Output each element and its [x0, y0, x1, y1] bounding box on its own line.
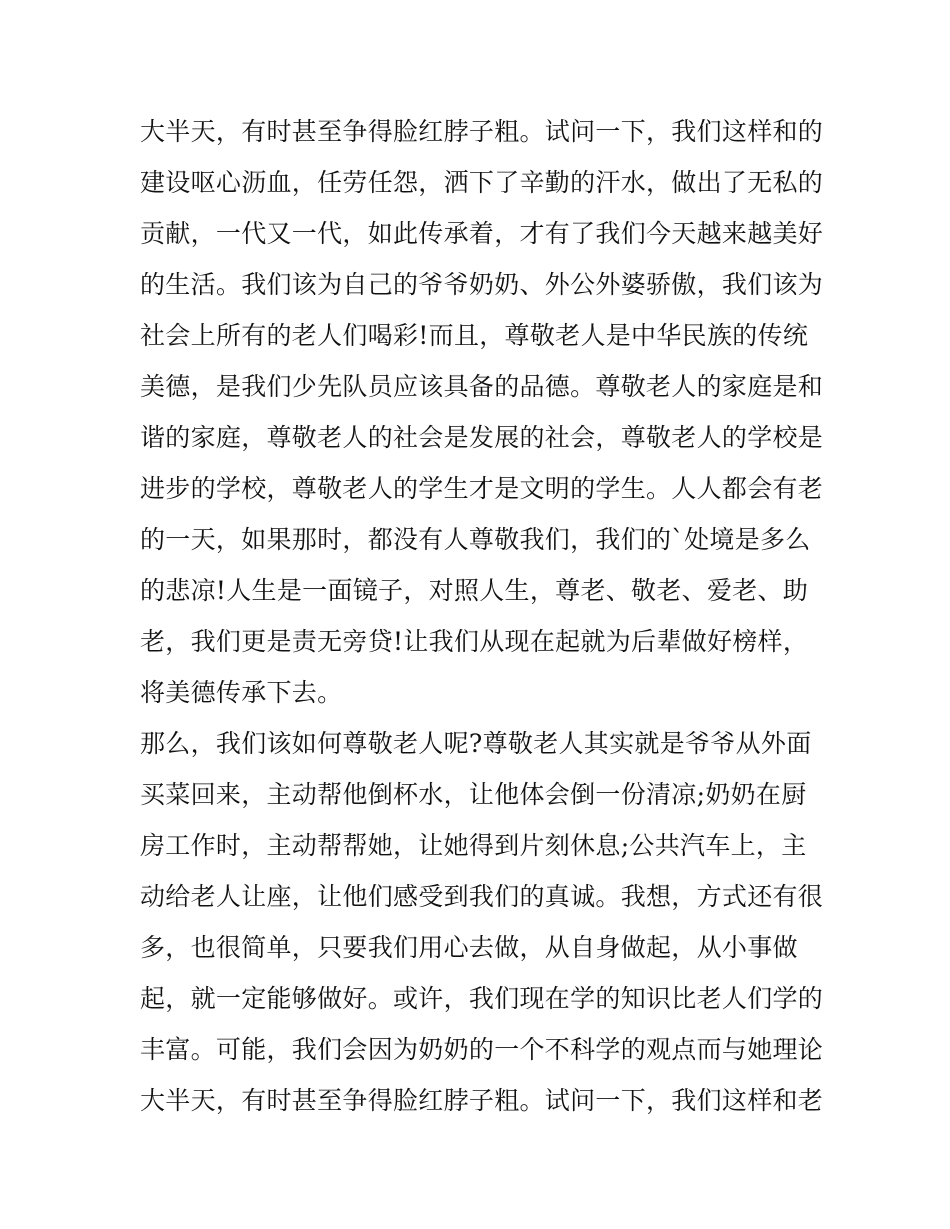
text-line: 买菜回来，主动帮他倒杯水，让他体会倒一份清凉;奶奶在厨 — [140, 780, 807, 809]
text-line: 的一天，如果那时，都没有人尊敬我们，我们的`处境是多么 — [140, 525, 811, 554]
text-line: 谐的家庭，尊敬老人的社会是发展的社会，尊敬老人的学校是 — [140, 423, 824, 452]
text-line: 那么，我们该如何尊敬老人呢?尊敬老人其实就是爷爷从外面 — [140, 729, 812, 758]
text-line: 丰富。可能，我们会因为奶奶的一个不科学的观点而与她理论 — [140, 1035, 824, 1064]
text-line: 大半天，有时甚至争得脸红脖子粗。试问一下，我们这样和老 — [140, 1086, 824, 1115]
text-line: 美德，是我们少先队员应该具备的品德。尊敬老人的家庭是和 — [140, 372, 824, 401]
text-line: 大半天，有时甚至争得脸红脖子粗。试问一下，我们这样和的 — [140, 117, 824, 146]
text-line: 的生活。我们该为自己的爷爷奶奶、外公外婆骄傲，我们该为 — [140, 270, 824, 299]
text-line: 老，我们更是责无旁贷!让我们从现在起就为后辈做好榜样， — [140, 627, 809, 656]
text-line: 多，也很简单，只要我们用心去做，从自身做起，从小事做 — [140, 933, 798, 962]
text-line: 的悲凉!人生是一面镜子，对照人生，尊老、敬老、爱老、助 — [140, 576, 809, 605]
body-text — [140, 106, 830, 1126]
text-line: 动给老人让座，让他们感受到我们的真诚。我想，方式还有很 — [140, 882, 824, 911]
text-line: 进步的学校，尊敬老人的学生才是文明的学生。人人都会有老 — [140, 474, 824, 503]
text-line: 将美德传承下去。 — [140, 678, 343, 707]
text-line: 建设呕心沥血，任劳任怨，洒下了辛勤的汗水，做出了无私的 — [140, 168, 824, 197]
text-line: 贡献，一代又一代，如此传承着，才有了我们今天越来越美好 — [140, 219, 824, 248]
text-line: 房工作时，主动帮帮她，让她得到片刻休息;公共汽车上，主 — [140, 831, 807, 860]
text-line: 起，就一定能够做好。或许，我们现在学的知识比老人们学的 — [140, 984, 824, 1013]
text-line: 社会上所有的老人们喝彩!而且，尊敬老人是中华民族的传统 — [140, 321, 809, 350]
